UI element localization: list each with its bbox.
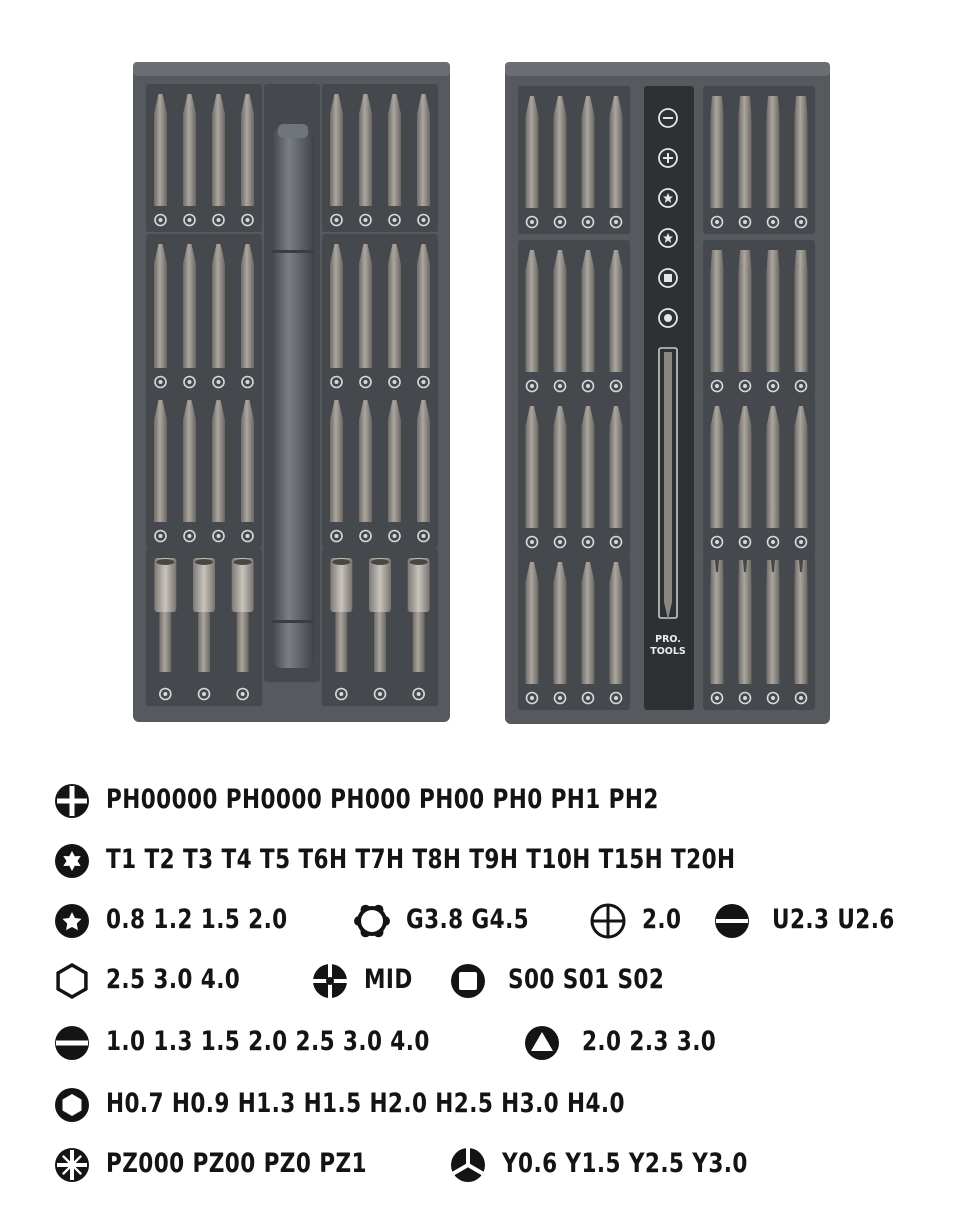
legend-label: MID	[364, 964, 413, 995]
legend-row	[52, 778, 932, 824]
bit	[154, 244, 167, 368]
bit	[526, 250, 539, 372]
bit	[212, 400, 225, 522]
bit	[767, 406, 780, 528]
legend-label: G3.8 G4.5	[406, 904, 530, 935]
bit	[241, 244, 254, 368]
brand-line-2: TOOLS	[650, 646, 686, 657]
bit	[711, 96, 724, 208]
left-tray	[133, 62, 450, 722]
bit	[388, 244, 401, 368]
bit-compartment	[703, 396, 815, 554]
bit-compartment	[703, 552, 815, 710]
legend-label: PH00000 PH0000 PH000 PH00 PH0 PH1 PH2	[106, 784, 659, 815]
bit	[582, 96, 595, 208]
bit	[212, 94, 225, 206]
legend-label: 2.0 2.3 3.0	[582, 1026, 717, 1057]
bit-compartment	[322, 390, 438, 548]
bit	[582, 250, 595, 372]
bit-compartment	[518, 552, 630, 710]
bit-compartment	[146, 548, 262, 706]
bit-compartment	[703, 86, 815, 234]
bit-compartment	[322, 234, 438, 394]
legend-row	[52, 1020, 932, 1066]
bit	[241, 94, 254, 206]
bit-compartment	[146, 234, 262, 394]
bit	[183, 94, 196, 206]
bit	[767, 250, 780, 372]
legend-row	[52, 838, 932, 884]
bit	[154, 400, 167, 522]
bit	[582, 406, 595, 528]
bit	[359, 94, 372, 206]
bit	[739, 96, 752, 208]
bit	[388, 94, 401, 206]
bit	[795, 96, 808, 208]
legend-label: H0.7 H0.9 H1.3 H1.5 H2.0 H2.5 H3.0 H4.0	[106, 1088, 625, 1119]
bit	[711, 250, 724, 372]
bit	[526, 562, 539, 684]
bit	[739, 406, 752, 528]
bit	[330, 94, 343, 206]
legend-row	[52, 1082, 932, 1128]
bit	[241, 400, 254, 522]
bit-compartment	[703, 240, 815, 398]
legend-label: 2.5 3.0 4.0	[106, 964, 241, 995]
bit	[154, 94, 167, 206]
bit	[359, 400, 372, 522]
bit-compartment	[146, 84, 262, 232]
bit-compartment	[518, 86, 630, 234]
bit	[739, 560, 752, 684]
bit-legend	[0, 770, 960, 1210]
legend-label: Y0.6 Y1.5 Y2.5 Y3.0	[502, 1148, 748, 1179]
bit	[417, 94, 430, 206]
bit	[767, 96, 780, 208]
legend-label: U2.3 U2.6	[772, 904, 895, 935]
brand-line-1: PRO.	[655, 634, 681, 645]
bit	[417, 400, 430, 522]
bit	[795, 250, 808, 372]
bit-compartment	[518, 396, 630, 554]
bit	[183, 400, 196, 522]
bit	[554, 562, 567, 684]
bit	[610, 250, 623, 372]
bit	[526, 96, 539, 208]
bit	[388, 400, 401, 522]
bit	[582, 562, 595, 684]
right-tray	[505, 62, 830, 724]
bit-compartment	[322, 84, 438, 232]
bit	[417, 244, 430, 368]
bit	[554, 406, 567, 528]
bit	[795, 406, 808, 528]
legend-row	[52, 898, 932, 944]
bit	[330, 400, 343, 522]
legend-label: 1.0 1.3 1.5 2.0 2.5 3.0 4.0	[106, 1026, 430, 1057]
legend-label: 2.0	[642, 904, 682, 935]
bit	[554, 96, 567, 208]
legend-label: PZ000 PZ00 PZ0 PZ1	[106, 1148, 367, 1179]
bit	[330, 244, 343, 368]
bit	[359, 244, 372, 368]
bit	[711, 406, 724, 528]
bit	[711, 560, 724, 684]
bit	[212, 244, 225, 368]
bit	[554, 250, 567, 372]
bit-compartment	[146, 390, 262, 548]
screwdriver-handle	[272, 124, 314, 668]
legend-label: S00 S01 S02	[508, 964, 665, 995]
legend-label: T1 T2 T3 T4 T5 T6H T7H T8H T9H T10H T15H T20H	[106, 844, 736, 875]
legend-row	[52, 1142, 932, 1188]
legend-label: 0.8 1.2 1.5 2.0	[106, 904, 288, 935]
bit	[610, 562, 623, 684]
bit	[610, 96, 623, 208]
bit	[767, 560, 780, 684]
bit	[526, 406, 539, 528]
bit-compartment	[322, 548, 438, 706]
bit	[183, 244, 196, 368]
bit-compartment	[518, 240, 630, 398]
bit	[795, 560, 808, 684]
bit	[610, 406, 623, 528]
bit	[739, 250, 752, 372]
legend-row	[52, 958, 932, 1004]
